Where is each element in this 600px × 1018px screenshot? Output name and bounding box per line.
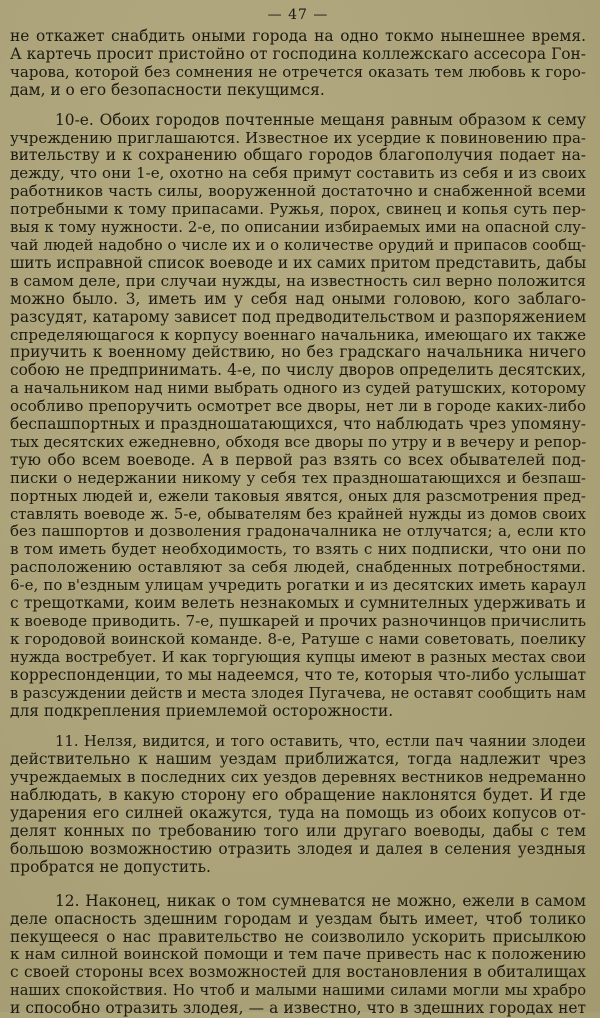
text-line: делят конных по требованию того или другаго воеводы, дабы с тем — [10, 822, 586, 840]
text-line: портных людей и, ежели таковыя явятся, оных для разсмотрения пред- — [10, 487, 586, 505]
text-line: спределяющагося к корпусу военнаго начальника, имеющаго их также — [10, 326, 586, 344]
text-line: 12. Наконец, никак о том сумневатся не можно, ежели в самом — [55, 892, 586, 910]
text-line: деле опасность здешним городам и уездам быть имеет, чтоб толико — [10, 910, 586, 928]
text-line: в том иметь будет необходимость, то взять с них подписки, что они по — [10, 541, 586, 559]
text-line: выя к тому нужности. 2-е, по описании избираемых ими на опасной слу- — [10, 219, 586, 237]
text-line: корреспонденции, то мы надеемся, что те, которыя что-либо услышат — [10, 666, 586, 684]
text-line: 11. Нелзя, видится, и того оставить, что, естли пач чаянии злодеи — [55, 733, 586, 751]
text-line: беспашпортных и праздношатающихся, что наблюдать чрез упомяну- — [10, 416, 586, 434]
text-line: приучить к военному действию, но без градскаго начальника ничего — [10, 344, 586, 362]
text-line: тую обо всем воеводе. А в первой раз взять со всех обывателей под- — [10, 451, 586, 469]
text-line: чай людей надобно о числе их и о количестве орудий и припасов сообщ- — [10, 236, 586, 254]
text-line: учреждению приглашаются. Известное их усердие к повиновению пра- — [10, 129, 586, 147]
text-line: к воеводе приводить. 7-е, пушкарей и прочих разночинцов причислить — [10, 613, 586, 630]
text-line: работников часть силы, вооруженной достаточно и снабженной всеми — [10, 183, 586, 201]
text-line: дам, и о его безопасности пекущимся. — [10, 81, 325, 99]
text-line: расположению оставляют за себя людей, снабденных потребностями. — [10, 559, 586, 577]
text-line: можно было. 3, иметь им у себя над оными головою, кого заблаго- — [10, 290, 586, 308]
text-line: особливо препоручить осмотрет все дворы, нет ли в городе каких-либо — [10, 398, 586, 416]
text-line: в разсуждении действ и места злодея Пугачева, не оставят сообщить нам — [10, 684, 586, 702]
text-line: А картечь просит пристойно от господина коллежскаго ассесора Гон- — [10, 45, 586, 63]
text-line: наблюдать, в какую сторону его обращение наклонятся будет. И где — [10, 787, 586, 805]
text-line: ударения его силней окажутся, туда на помощь из обоих копусов от- — [10, 805, 586, 823]
text-line: с трещотками, коим велеть незнакомых и сумнителных удерживать и — [10, 595, 586, 613]
text-line: писки о недержании никому у себя тех праздношатающихся и безпаш- — [10, 469, 586, 487]
paragraph-2 — [10, 112, 586, 721]
text-line: 6-е, по в'ездным улицам учредить рогатки и из десятских иметь караул — [10, 577, 586, 595]
text-line: разсудят, катарому зависет под предводительством и разпоряжением — [10, 308, 586, 326]
text-line: наших спокойствия. Но чтоб и малыми нашими силами могли мы храбро — [10, 982, 586, 1000]
text-line: к городовой воинской команде. 8-е, Ратуше с нами советовать, поелику — [10, 630, 586, 648]
text-line: ставлять воеводе ж. 5-е, обывателям без крайней нужды из домов своих — [10, 505, 586, 523]
text-line: большою возможностию отразить злодея и далея в селения уездныя — [10, 840, 586, 858]
text-line: шить исправной список воеводе и их самих притом представить, дабы — [10, 254, 586, 272]
text-line: нужда востребует. И как торгующия купцы имеют в разных местах свои — [10, 648, 586, 666]
text-line: а начальником над ними выбрать одного из судей ратушских, которому — [10, 380, 586, 398]
text-line: потребными к тому припасами. Ружья, порох, свинец и копья суть пер- — [10, 201, 586, 219]
page-number: — 47 — — [267, 7, 329, 23]
text-line: пробратся не допустить. — [10, 858, 211, 876]
paragraph-3 — [10, 733, 586, 876]
text-line: 10-е. Обоих городов почтенные мещаня равным образом к сему — [55, 111, 586, 129]
text-line: вительству и к сохранению общаго городов благополучия подает на- — [10, 147, 586, 165]
paragraph-1 — [10, 28, 586, 100]
text-line: не откажет снабдить оными города на одно токмо нынешнее время. — [10, 28, 586, 45]
text-line: дежду, что они 1-е, охотно на себя примут составить из себя и из своих — [10, 165, 586, 183]
text-line: для подкрепления приемлемой осторожности. — [10, 702, 394, 720]
text-line: с своей стороны всех возможностей для востановления в обиталищах — [10, 964, 586, 982]
text-line: пекущееся о нас правительство не соизволило ускорить присылкою — [10, 928, 586, 946]
text-line: в самом деле, при случаи нужды, на известность сил верно положится — [10, 272, 586, 290]
text-line: учреждаемых в последних сих уездов деревнях вестников недреманно — [10, 769, 586, 787]
text-line: собою не предпринимать. 4-е, по числу дворов определить десятских, — [10, 362, 586, 380]
text-line: действительно к нашим уездам приближатся, тогда надлежит чрез — [10, 751, 586, 769]
text-line: к нам силной воинской помощи и тем паче привесть нас к положению — [10, 946, 586, 964]
text-line: и способно отразить злодея, — а известно, что в здешних городах нет — [10, 1000, 586, 1018]
paragraph-4 — [10, 893, 586, 1018]
text-line: без пашпортов и дозволения градоначалника не отлучатся; а, если кто — [10, 523, 586, 541]
text-line: тых десятских ежедневно, обходя все дворы по утру и в вечеру и репор- — [10, 433, 586, 451]
text-line: чарова, которой без сомнения не отречется оказать тем любовь к горо- — [10, 63, 586, 81]
